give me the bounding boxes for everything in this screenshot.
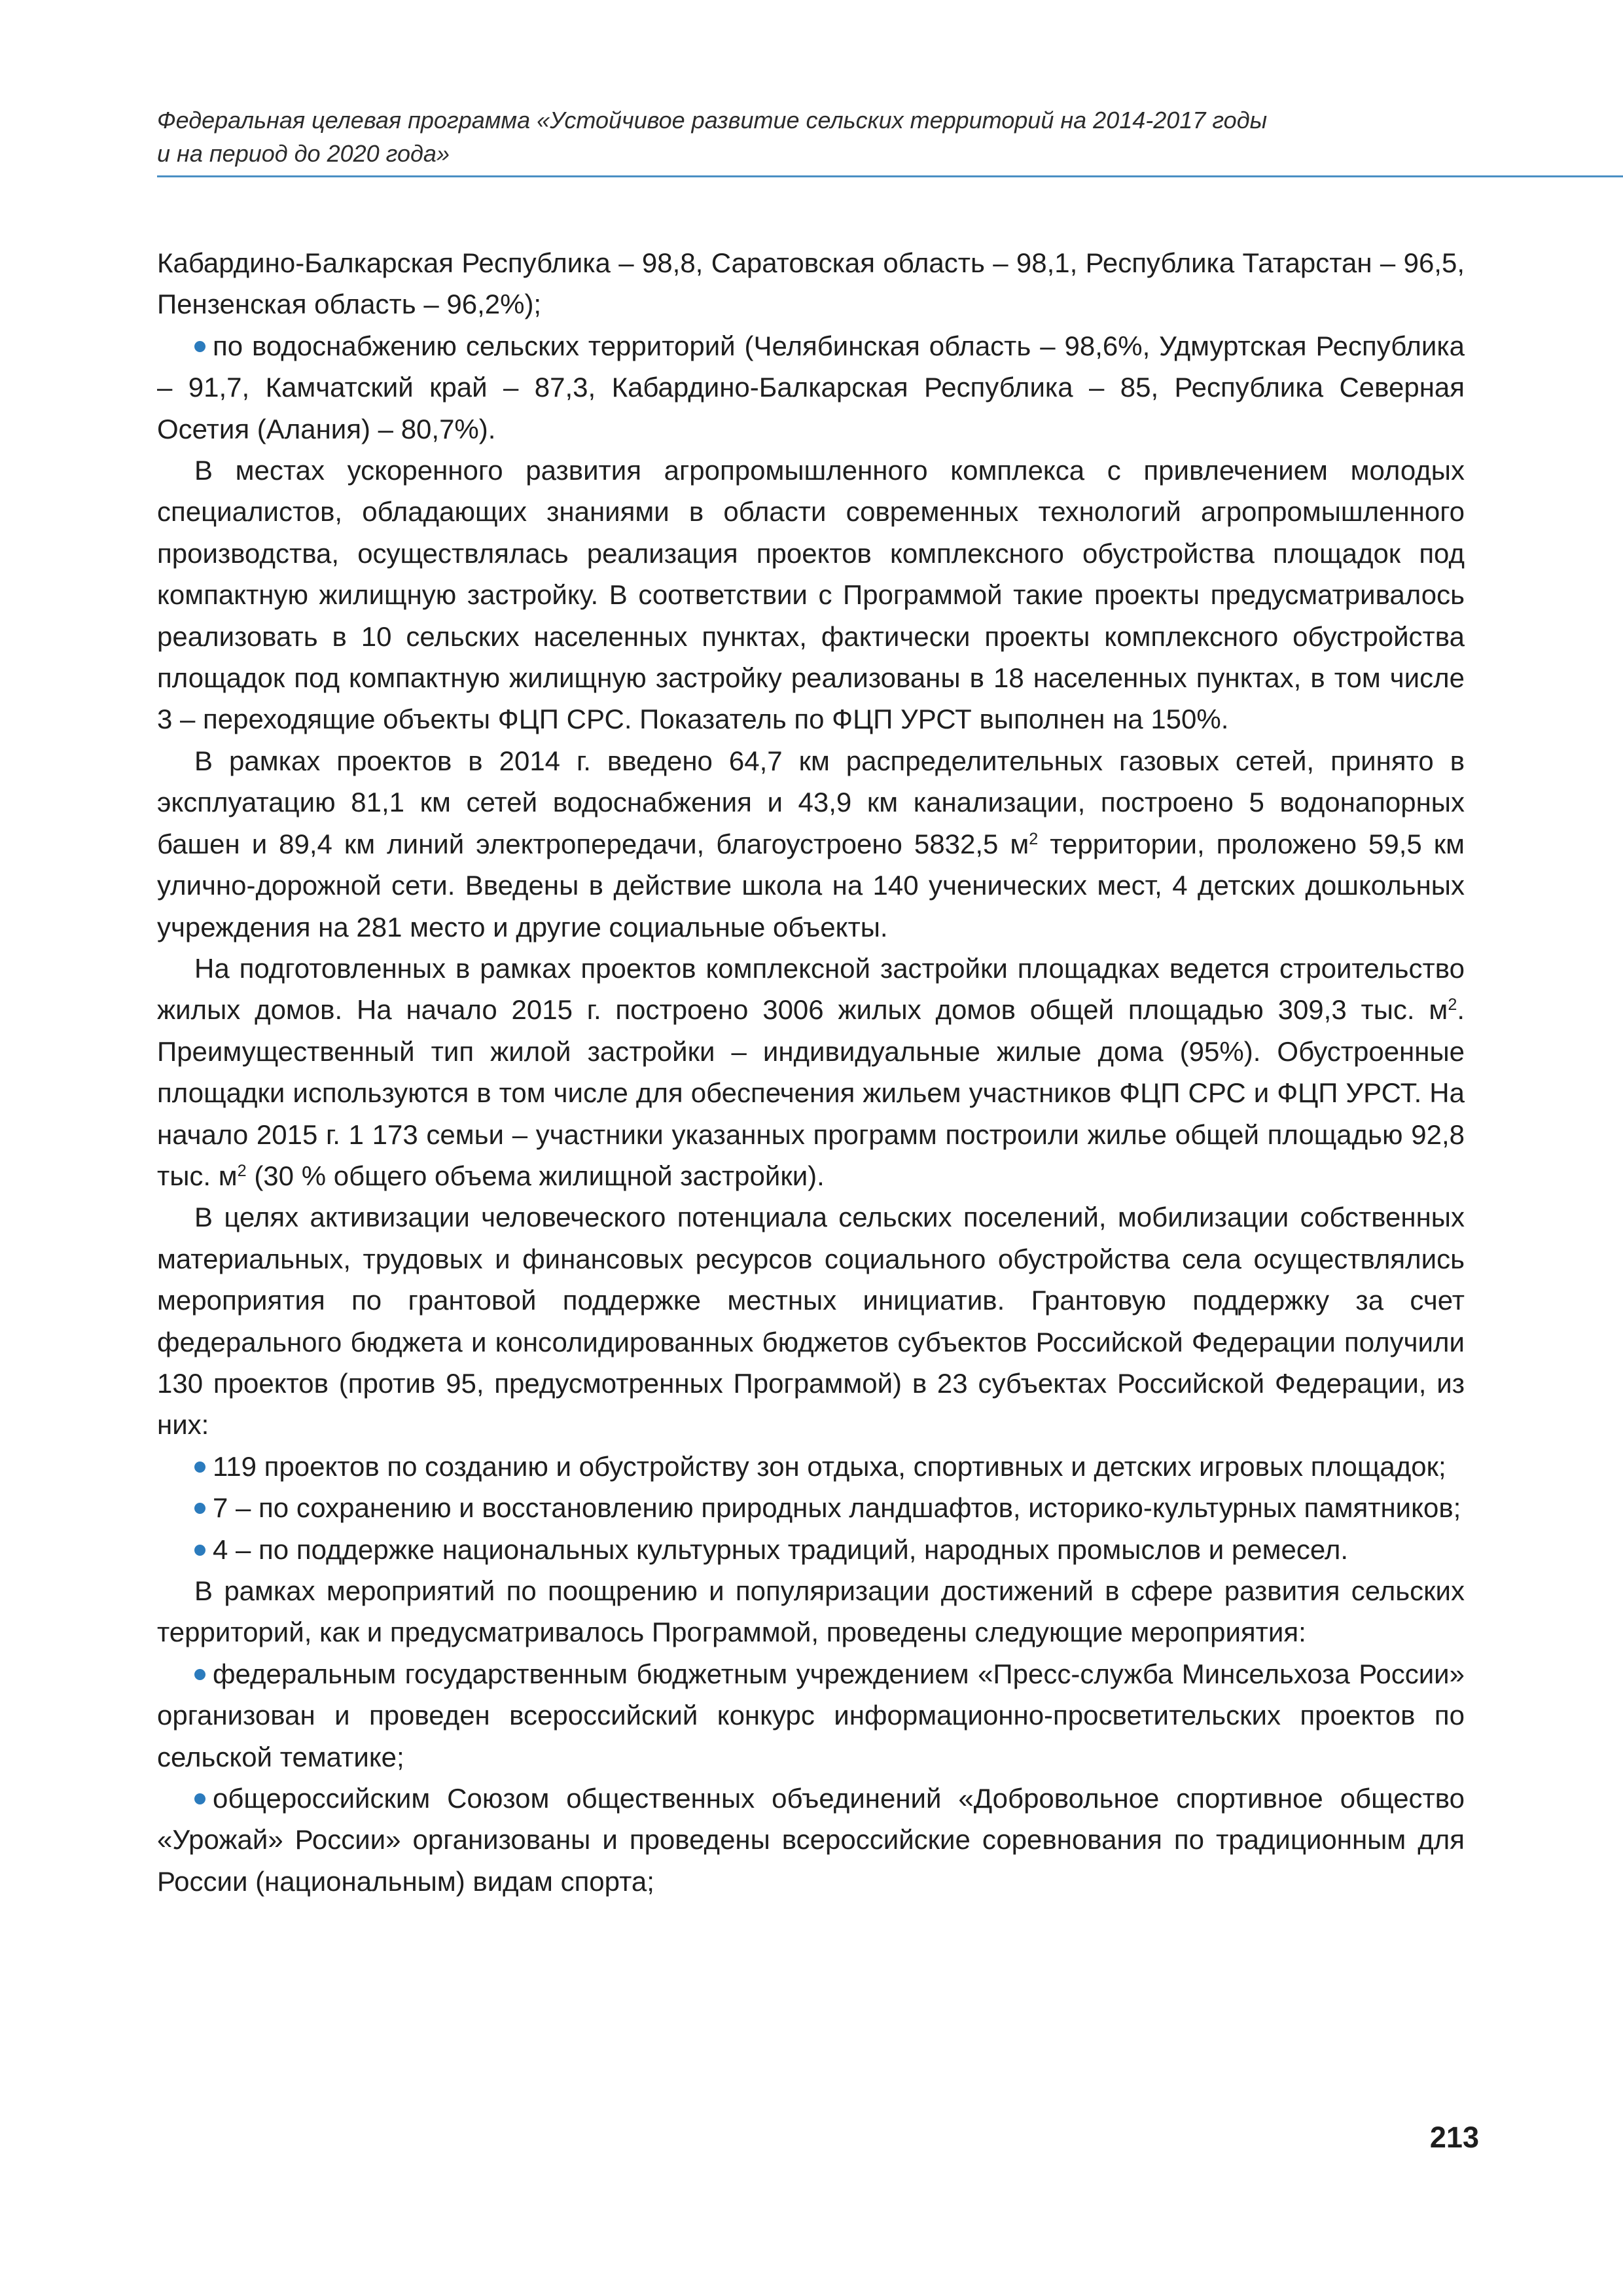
bullet-item [157, 1653, 1465, 1778]
bullet-dot-icon [194, 1462, 205, 1473]
bullet-item [157, 325, 1465, 450]
bullet-text: 4 – по поддержке национальных культурных традиций, народных промыслов и ремесел. [213, 1534, 1349, 1565]
paragraph [157, 948, 1465, 1196]
bullet-text: 7 – по сохранению и восстановлению природных ландшафтов, историко-культурных памятников; [213, 1492, 1461, 1524]
bullet-dot-icon [194, 1545, 205, 1556]
paragraph-continuation: Кабардино-Балкарская Республика – 98,8, Саратовская область – 98,1, Республика Татарстан – 96,5, Пензенская область – 96,2%); [157, 247, 1465, 320]
bullet-item [157, 1529, 1465, 1570]
paragraph: В целях активизации человеческого потенциала сельских поселений, мобилизации собственных материальных, трудовых и финансовых ресурсов социального обустройства села осуществлялись мероприятия по грантовой поддержке местных инициатив. Грантовую поддержку за счет федерального бюджета и консолидированных бюджетов субъектов Российской Федерации получили 130 проектов (против 95, предусмотренных Программой) в 23 субъектах Российской Федерации, из них: [157, 1202, 1465, 1441]
paragraph-text: (30 % общего объема жилищной застройки). [246, 1160, 825, 1191]
superscript: 2 [237, 1161, 247, 1180]
bullet-item [157, 1446, 1465, 1487]
paragraph-text: . Преимущественный тип жилой застройки – индивидуальные жилые дома (95%). Обустроенные площадки используются в том числе для обеспечения жильем участников ФЦП СРС и ФЦП УРСТ. На начало 2015 г. 1 173 семьи – участники указанных программ построили жилье общей площадью 92,8 тыс. м [157, 994, 1465, 1191]
bullet-dot-icon [194, 1669, 205, 1680]
running-header [157, 103, 1564, 170]
bullet-item [157, 1487, 1465, 1528]
superscript: 2 [1029, 829, 1039, 848]
superscript: 2 [1448, 996, 1457, 1014]
page-number: 213 [1429, 2121, 1479, 2154]
bullet-dot-icon [194, 1503, 205, 1514]
header-divider [157, 175, 1623, 177]
bullet-item [157, 1778, 1465, 1902]
bullet-text: по водоснабжению сельских территорий (Челябинская область – 98,6%, Удмуртская Республика – 91,7, Камчатский край – 87,3, Кабардино-Балкарская Республика – 85, Республика Северная Осетия (Алания) – 80,7%). [157, 330, 1465, 444]
paragraph-text: На подготовленных в рамках проектов комплексной застройки площадках ведется строительство жилых домов. На начало 2015 г. построено 3006 жилых домов общей площадью 309,3 тыс. м [157, 952, 1465, 1026]
paragraph [157, 740, 1465, 948]
paragraph: В рамках мероприятий по поощрению и популяризации достижений в сфере развития сельских территорий, как и предусматривалось Программой, проведены следующие мероприятия: [157, 1575, 1465, 1648]
paragraph-text: В рамках проектов в 2014 г. введено 64,7 км распределительных газовых сетей, принято в эксплуатацию 81,1 км сетей водоснабжения и 43,9 км канализации, построено 5 водонапорных башен и 89,4 км линий электропередачи, благоустроено 5832,5 м [157, 745, 1465, 859]
body-text [157, 242, 1465, 1902]
bullet-text: 119 проектов по созданию и обустройству зон отдыха, спортивных и детских игровых площадок; [213, 1450, 1446, 1482]
header-line-1: Федеральная целевая программа «Устойчивое развитие сельских территорий на 2014-2017 годы [157, 107, 1268, 134]
bullet-text: общероссийским Союзом общественных объединений «Добровольное спортивное общество «Урожай» России» организованы и проведены всероссийские соревнования по традиционным для России (национальным) видам спорта; [157, 1783, 1465, 1897]
header-line-2: и на период до 2020 года» [157, 140, 450, 167]
bullet-dot-icon [194, 341, 205, 352]
paragraph: В местах ускоренного развития агропромышленного комплекса с привлечением молодых специалистов, обладающих знаниями в области современных технологий агропромышленного производства, осуществлялась реализация проектов комплексного обустройства площадок под компактную жилищную застройку. В соответствии с Программой такие проекты предусматривалось реализовать в 10 сельских населенных пунктах, фактически проекты комплексного обустройства площадок под компактную жилищную застройку реализованы в 18 населенных пунктах, в том числе 3 – переходящие объекты ФЦП СРС. Показатель по ФЦП УРСТ выполнен на 150%. [157, 455, 1465, 735]
bullet-dot-icon [194, 1793, 205, 1804]
paragraph-text: территории, проложено 59,5 км улично-дорожной сети. Введены в действие школа на 140 ученических мест, 4 детских дошкольных учреждения на 281 место и другие социальные объекты. [157, 828, 1465, 942]
bullet-text: федеральным государственным бюджетным учреждением «Пресс-служба Минсельхоза России» организован и проведен всероссийский конкурс информационно-просветительских проектов по сельской тематике; [157, 1658, 1465, 1772]
